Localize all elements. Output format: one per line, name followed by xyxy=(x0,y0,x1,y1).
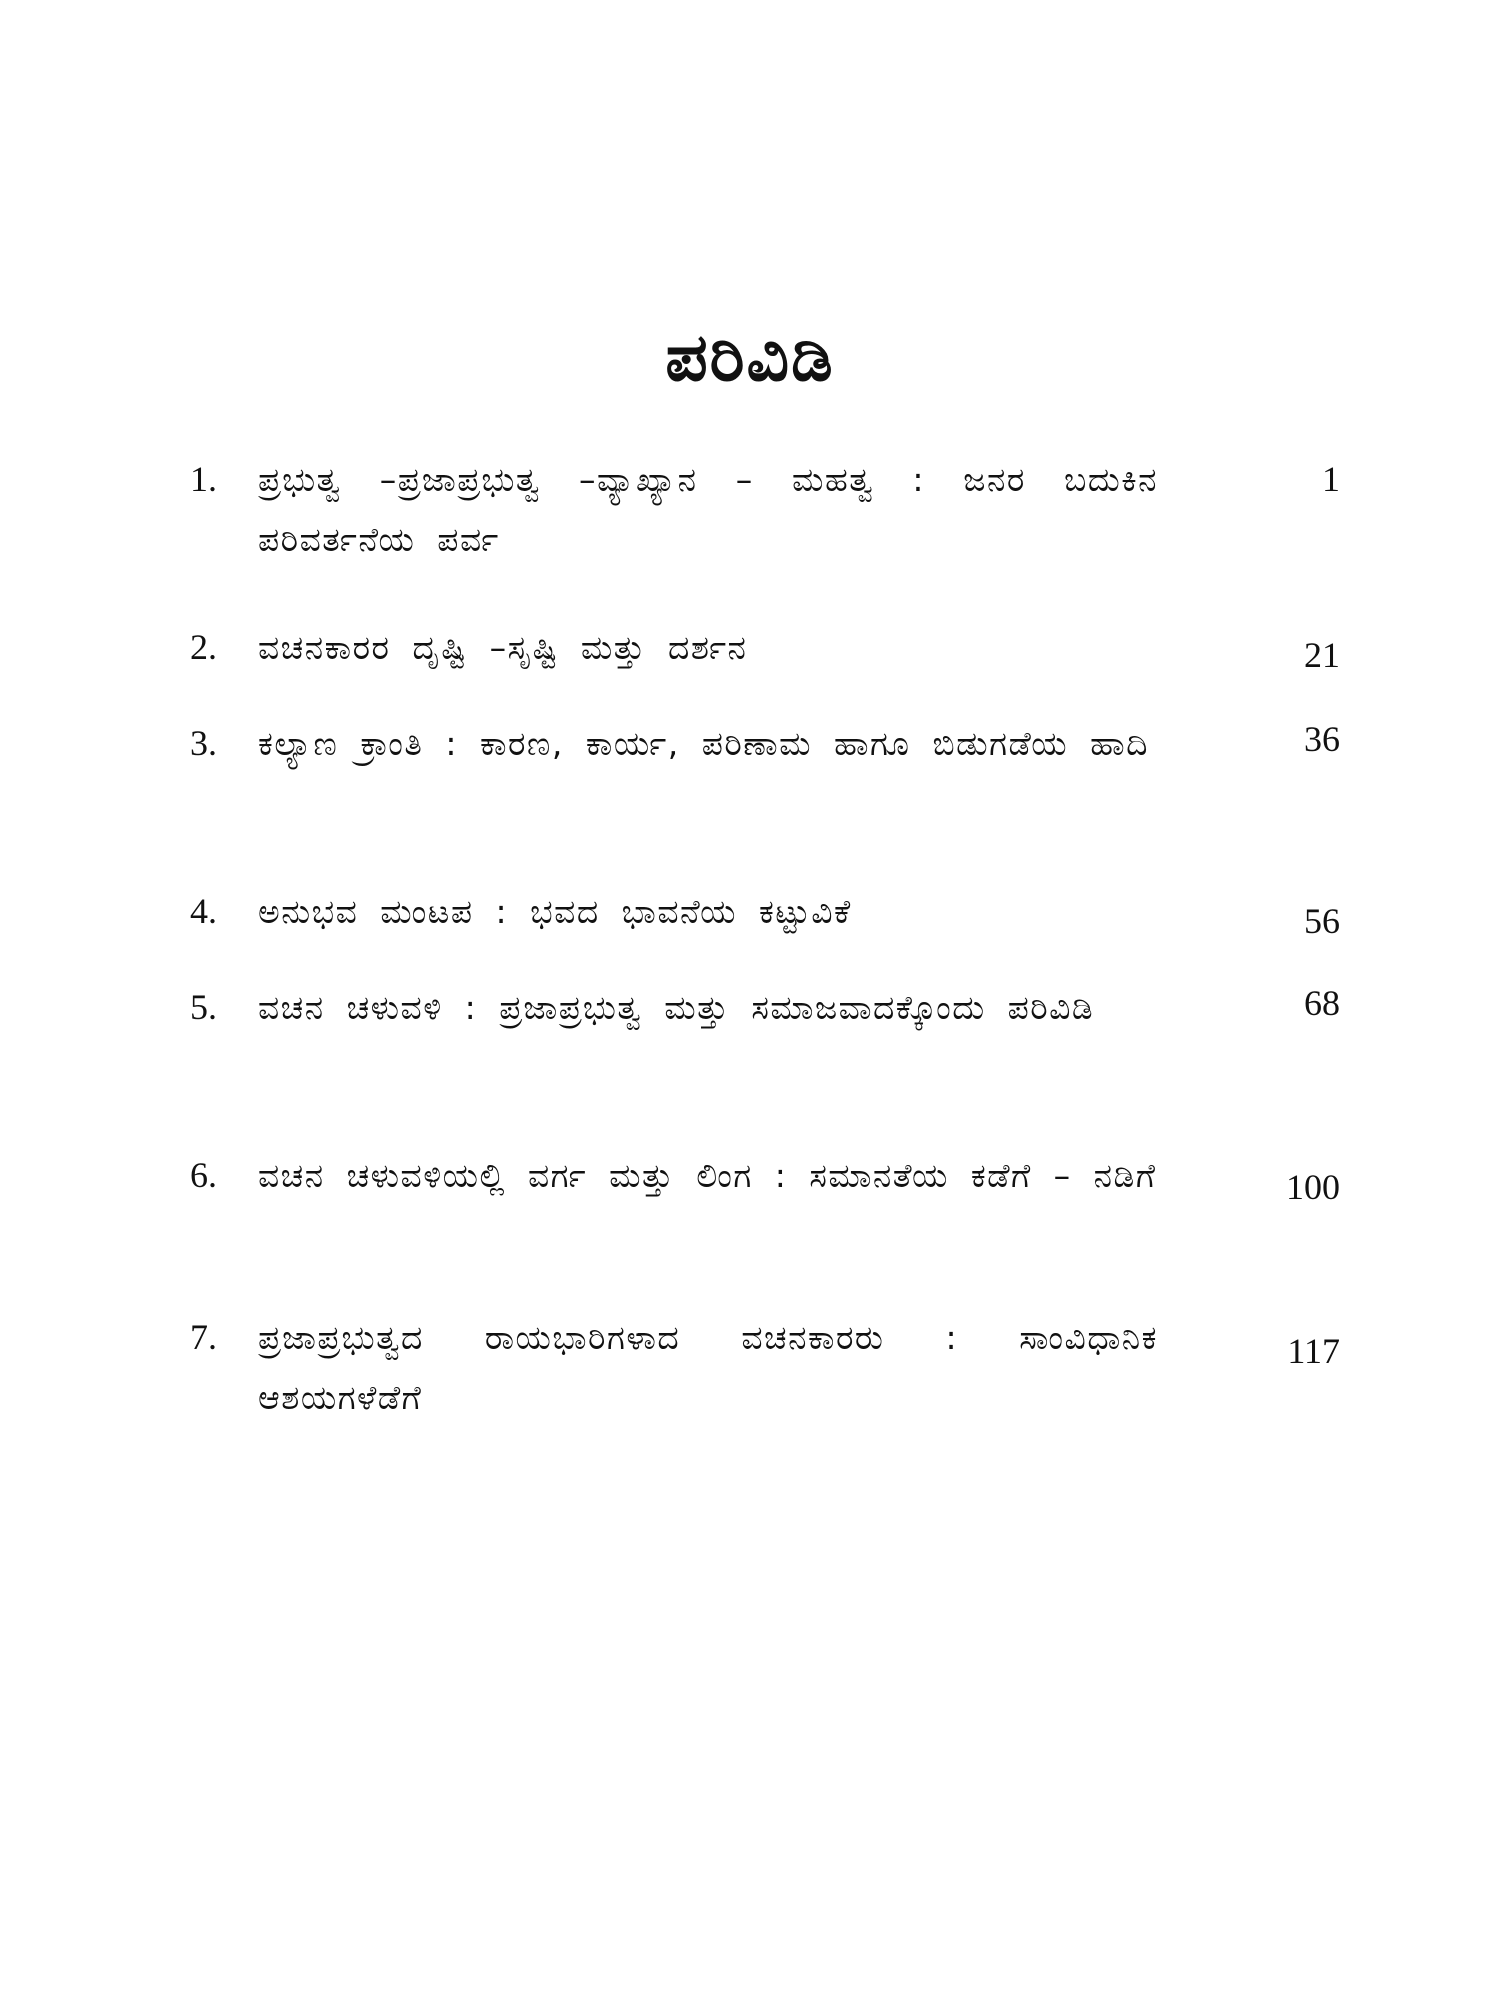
toc-entry-page: 56 xyxy=(1304,901,1340,941)
toc-entry xyxy=(190,882,1340,978)
toc-entry-page: 36 xyxy=(1304,719,1340,759)
toc-entry-title: ಪ್ರಜಾಪ್ರಭುತ್ವದ ರಾಯಭಾರಿಗಳಾದ ವಚನಕಾರರು : ಸಾಂವಿಧಾನಿಕ ಆಶಯಗಳೆಡೆಗೆ xyxy=(258,1318,1158,1417)
toc-entry-page: 21 xyxy=(1304,635,1340,675)
toc-entry xyxy=(190,1146,1340,1308)
toc-entry-number: 2. xyxy=(190,627,217,667)
page-title: ಪರಿವಿಡಿ xyxy=(665,319,835,396)
toc-entry-number: 1. xyxy=(190,459,217,499)
toc-entry xyxy=(190,714,1340,882)
toc-entry-number: 4. xyxy=(190,891,217,931)
toc-entry-number: 3. xyxy=(190,723,217,763)
toc-entry-title: ವಚನ ಚಳುವಳಿ : ಪ್ರಜಾಪ್ರಭುತ್ವ ಮತ್ತು ಸಮಾಜವಾದಕ್ಕೊಂದು ಪರಿವಿಡಿ xyxy=(258,988,1095,1027)
toc-entry-page: 100 xyxy=(1286,1167,1340,1207)
toc-entry-title: ಕಲ್ಯಾಣ ಕ್ರಾಂತಿ : ಕಾರಣ, ಕಾರ್ಯ, ಪರಿಣಾಮ ಹಾಗೂ ಬಿಡುಗಡೆಯ ಹಾದಿ xyxy=(258,724,1149,763)
toc-entry-number: 6. xyxy=(190,1155,217,1195)
toc-entry-title: ವಚನ ಚಳುವಳಿಯಲ್ಲಿ ವರ್ಗ ಮತ್ತು ಲಿಂಗ : ಸಮಾನತೆಯ ಕಡೆಗೆ – ನಡಿಗೆ xyxy=(258,1156,1157,1195)
toc-entry xyxy=(190,618,1340,714)
toc-entry xyxy=(190,450,1340,618)
table-of-contents xyxy=(190,450,1340,1448)
toc-entry-page: 1 xyxy=(1322,459,1340,499)
toc-entry xyxy=(190,1308,1340,1448)
toc-entry-page: 68 xyxy=(1304,983,1340,1023)
toc-entry xyxy=(190,978,1340,1146)
toc-entry-number: 7. xyxy=(190,1317,217,1357)
toc-entry-number: 5. xyxy=(190,987,217,1027)
toc-entry-page: 117 xyxy=(1287,1331,1340,1371)
toc-entry-title: ಅನುಭವ ಮಂಟಪ : ಭವದ ಭಾವನೆಯ ಕಟ್ಟುವಿಕೆ xyxy=(258,892,852,931)
toc-entry-title: ವಚನಕಾರರ ದೃಷ್ಟಿ –ಸೃಷ್ಟಿ ಮತ್ತು ದರ್ಶನ xyxy=(258,628,748,667)
toc-entry-title: ಪ್ರಭುತ್ವ –ಪ್ರಜಾಪ್ರಭುತ್ವ –ವ್ಯಾಖ್ಯಾನ – ಮಹತ್ವ : ಜನರ ಬದುಕಿನ ಪರಿವರ್ತನೆಯ ಪರ್ವ xyxy=(258,460,1158,559)
